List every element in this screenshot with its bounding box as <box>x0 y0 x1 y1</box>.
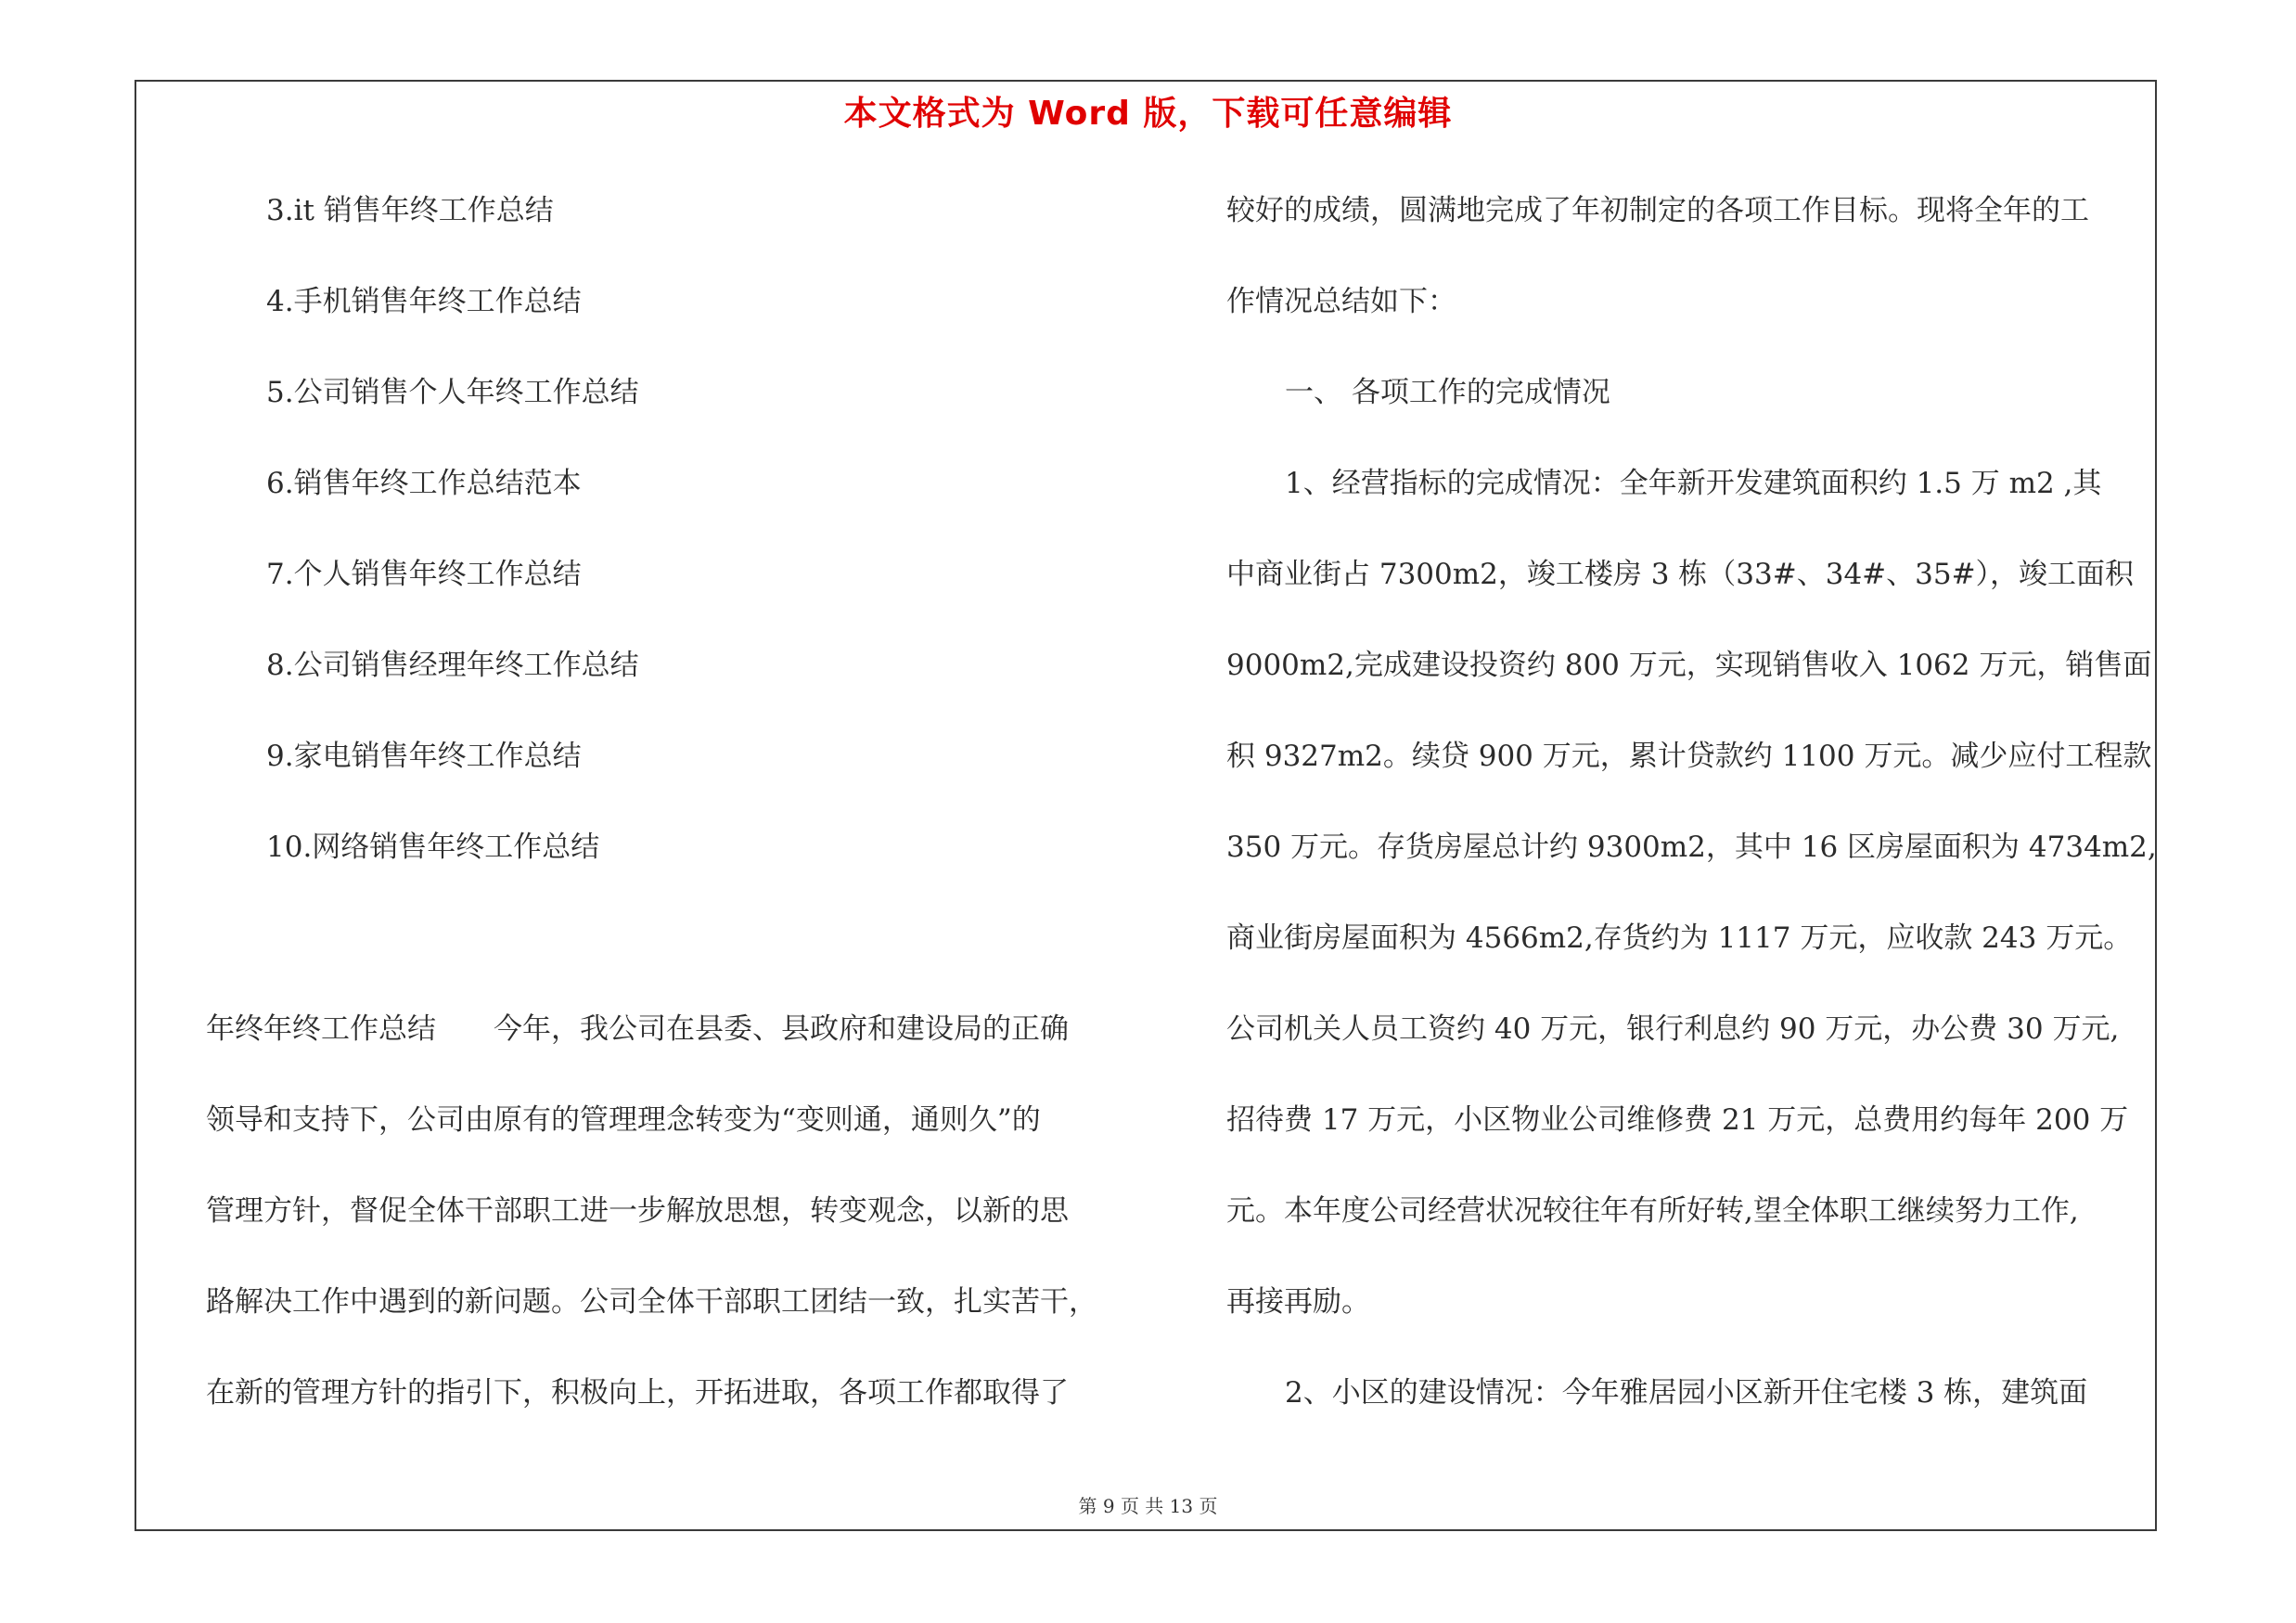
body-line: 商业街房屋面积为 4566m2,存货约为 1117 万元，应收款 243 万元。 <box>1226 921 2133 955</box>
body-line: 中商业街占 7300m2，竣工楼房 3 栋（33#、34#、35#），竣工面积 <box>1226 558 2135 591</box>
body-line: 领导和支持下，公司由原有的管理理念转变为“变则通，通则久”的 <box>206 1103 1041 1137</box>
section-heading: 一、 各项工作的完成情况 <box>1285 376 1610 409</box>
body-line: 元。本年度公司经营状况较往年有所好转,望全体职工继续努力工作, <box>1226 1194 2079 1228</box>
body-line: 路解决工作中遇到的新问题。公司全体干部职工团结一致，扎实苦干， <box>206 1285 1097 1319</box>
body-line: 招待费 17 万元，小区物业公司维修费 21 万元，总费用约每年 200 万 <box>1226 1103 2129 1137</box>
toc-item: 9.家电销售年终工作总结 <box>266 740 582 773</box>
body-line: 再接再励。 <box>1226 1285 1370 1319</box>
left-column <box>206 165 1134 1438</box>
body-line: 350 万元。存货房屋总计约 9300m2，其中 16 区房屋面积为 4734m2, <box>1226 831 2157 864</box>
body-line: 管理方针，督促全体干部职工进一步解放思想，转变观念，以新的思 <box>206 1194 1069 1228</box>
toc-item: 6.销售年终工作总结范本 <box>266 467 582 500</box>
toc-item: 3.it 销售年终工作总结 <box>266 194 554 227</box>
body-line: 公司机关人员工资约 40 万元，银行利息约 90 万元，办公费 30 万元, <box>1226 1012 2120 1046</box>
page-number: 第 9 页 共 13 页 <box>1078 1495 1218 1517</box>
body-line: 2、小区的建设情况：今年雅居园小区新开住宅楼 3 栋，建筑面 <box>1285 1376 2088 1410</box>
spacer <box>206 893 1134 984</box>
body-line: 积 9327m2。续贷 900 万元，累计贷款约 1100 万元。减少应付工程款 <box>1226 740 2152 773</box>
body-line: 在新的管理方针的指引下，积极向上，开拓进取，各项工作都取得了 <box>206 1376 1069 1410</box>
right-column <box>1226 165 2157 1438</box>
body-line: 年终年终工作总结 今年，我公司在县委、县政府和建设局的正确 <box>206 1012 1069 1046</box>
toc-item: 5.公司销售个人年终工作总结 <box>266 376 639 409</box>
body-line: 作情况总结如下： <box>1226 285 1456 318</box>
body-line: 9000m2,完成建设投资约 800 万元，实现销售收入 1062 万元，销售面 <box>1226 649 2152 682</box>
body-line: 较好的成绩，圆满地完成了年初制定的各项工作目标。现将全年的工 <box>1226 194 2089 227</box>
toc-item: 7.个人销售年终工作总结 <box>266 558 582 591</box>
toc-item: 4.手机销售年终工作总结 <box>266 285 582 318</box>
format-banner: 本文格式为 Word 版，下载可任意编辑 <box>843 95 1453 133</box>
toc-item: 10.网络销售年终工作总结 <box>266 831 600 864</box>
body-line: 1、经营指标的完成情况：全年新开发建筑面积约 1.5 万 m2 ,其 <box>1285 467 2102 500</box>
toc-item: 8.公司销售经理年终工作总结 <box>266 649 639 682</box>
